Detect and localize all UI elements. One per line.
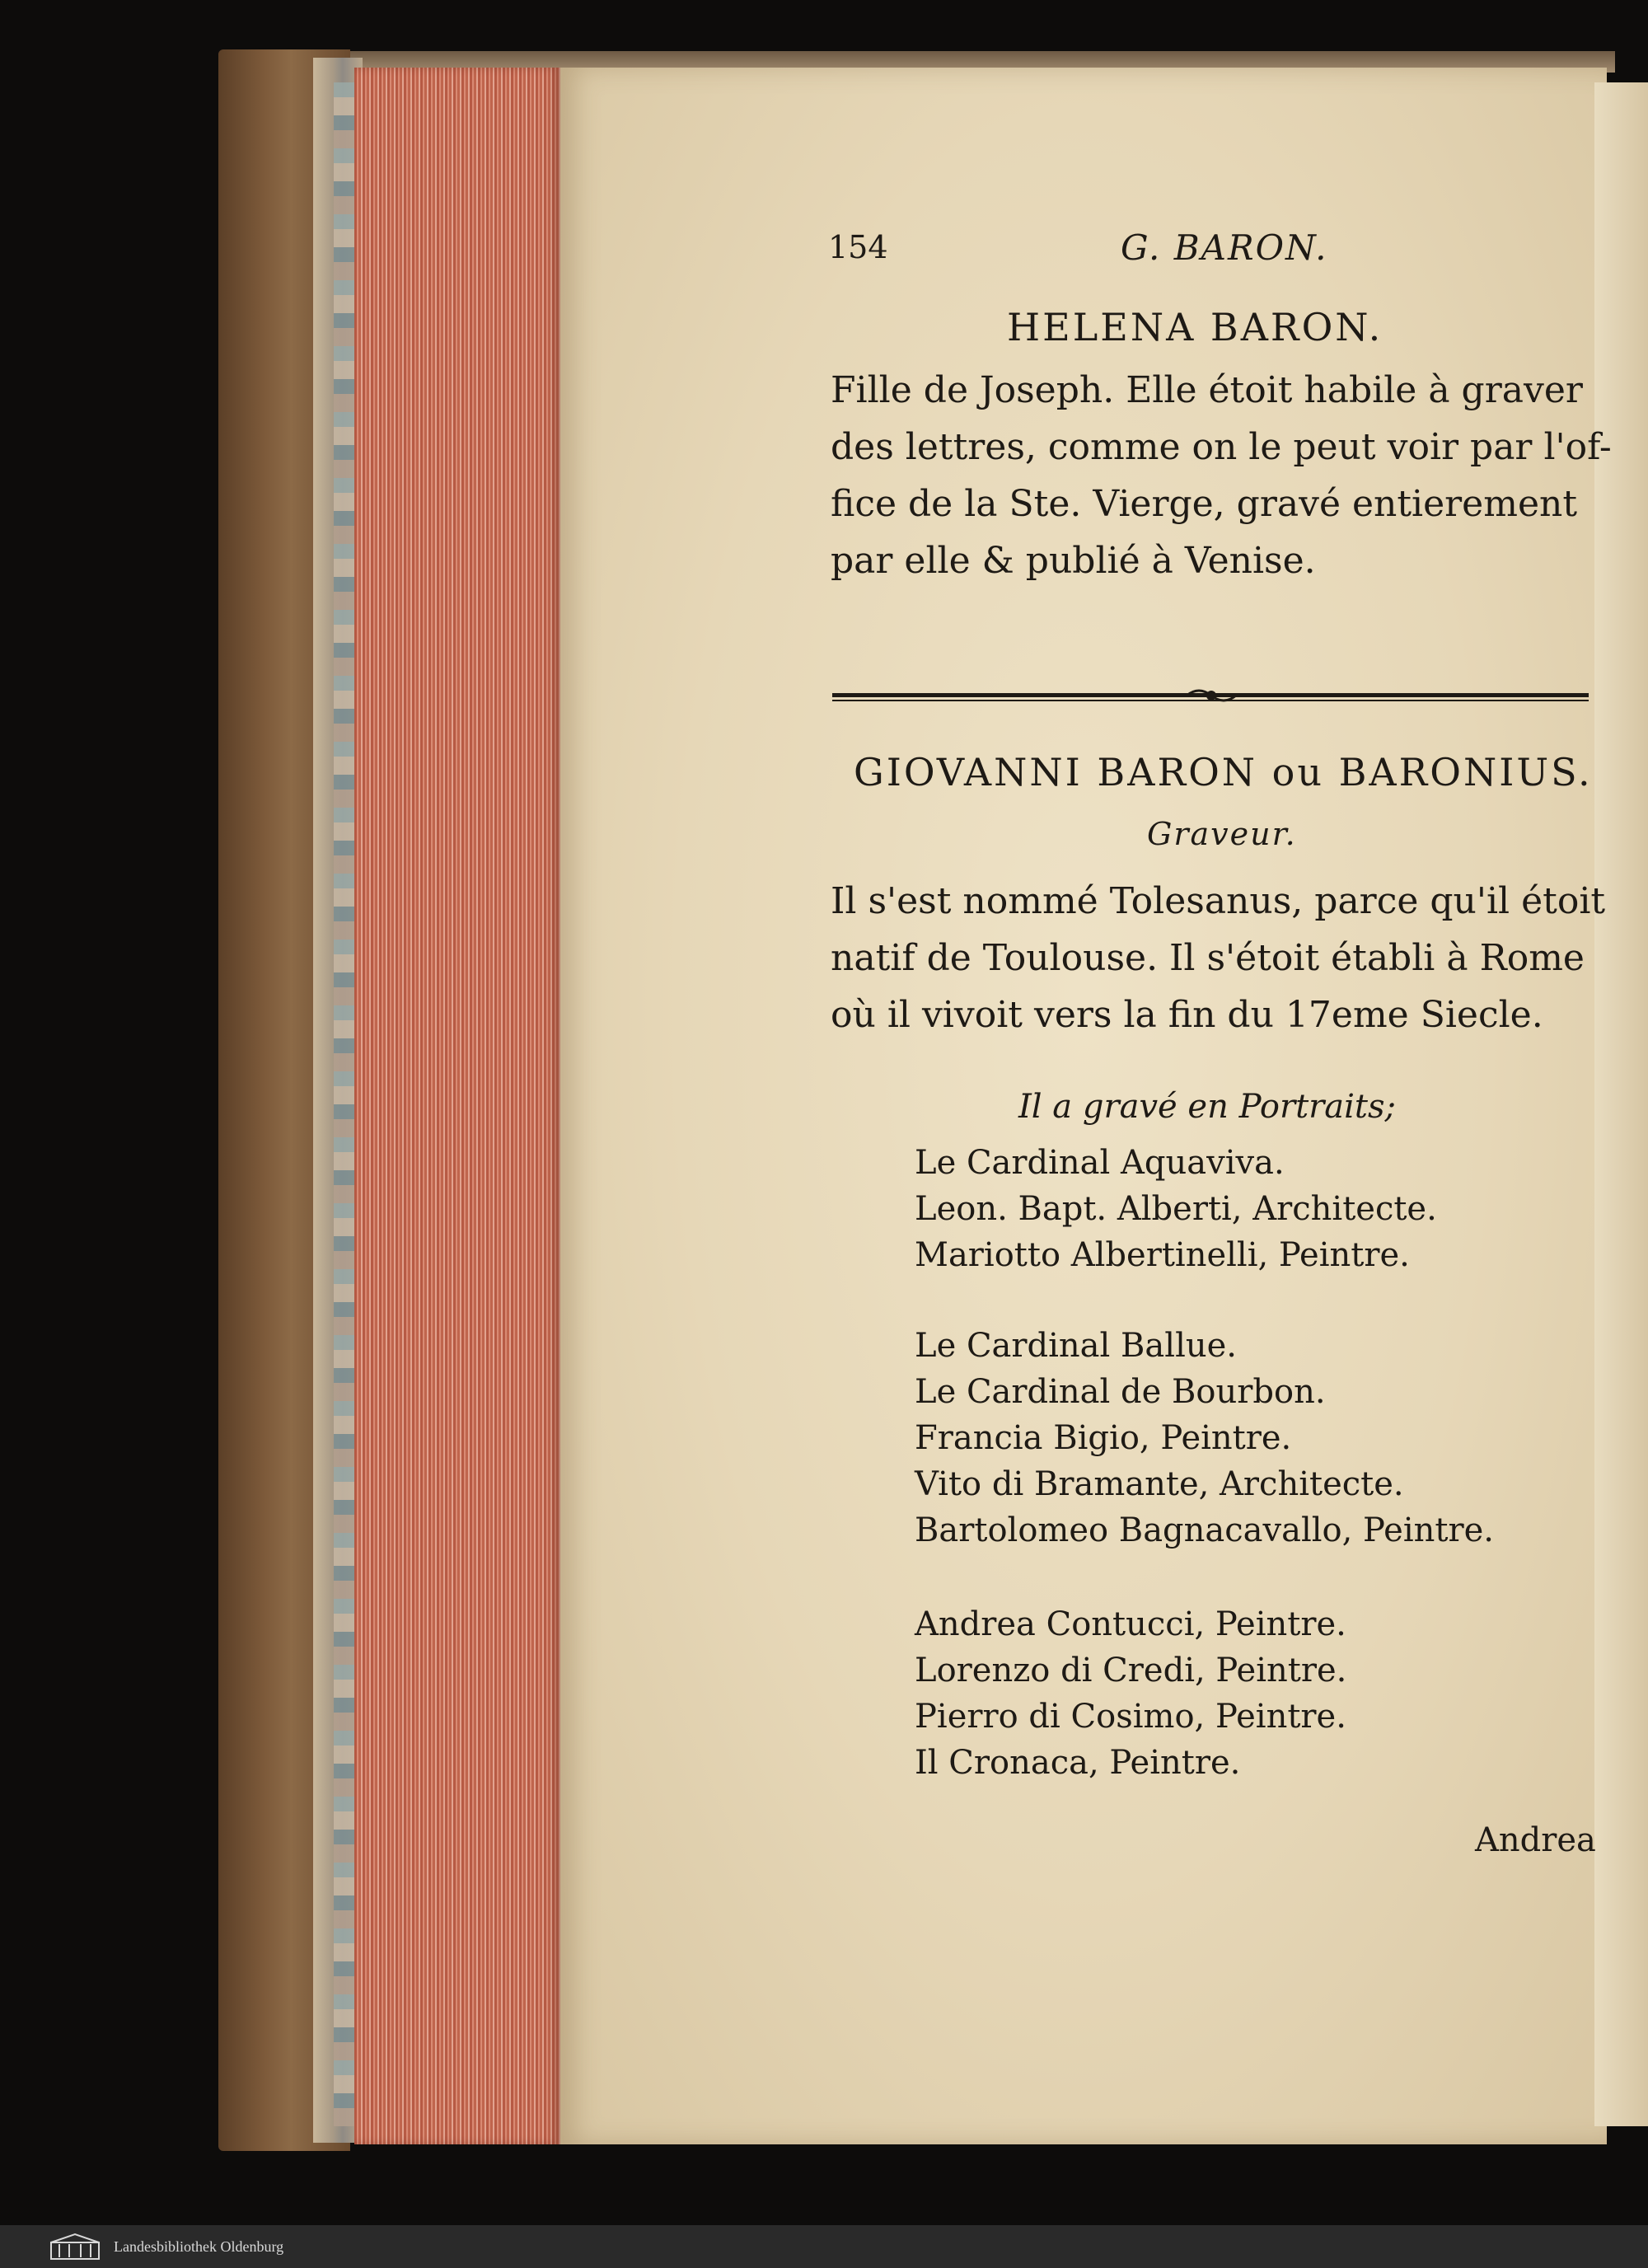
list-entry: Francia Bigio, Peintre.	[915, 1419, 1292, 1457]
list-entry: Le Cardinal de Bourbon.	[915, 1373, 1326, 1411]
red-page-edges	[354, 68, 560, 2144]
footer-bar	[0, 2225, 1648, 2268]
body-line: par elle & publié à Venise.	[831, 540, 1316, 582]
marbled-endpaper	[334, 82, 357, 2126]
section-subheading: Graveur.	[1147, 816, 1297, 852]
running-head: G. BARON.	[1121, 227, 1328, 268]
list-entry: Vito di Bramante, Architecte.	[915, 1465, 1404, 1503]
list-entry: Lorenzo di Credi, Peintre.	[915, 1652, 1347, 1689]
section-heading-helena: HELENA BARON.	[1007, 305, 1383, 349]
ornamental-rule	[832, 686, 1589, 705]
body-line: fice de la Ste. Vierge, gravé entierement	[831, 483, 1577, 525]
list-intro: Il a gravé en Portraits;	[1018, 1088, 1396, 1126]
list-entry: Pierro di Cosimo, Peintre.	[915, 1698, 1346, 1736]
list-entry: Leon. Bapt. Alberti, Architecte.	[915, 1190, 1437, 1228]
body-line: où il vivoit vers la fin du 17eme Siecle.	[831, 994, 1543, 1036]
list-entry: Le Cardinal Ballue.	[915, 1327, 1238, 1365]
list-entry: Il Cronaca, Peintre.	[915, 1744, 1241, 1782]
library-name: Landesbibliothek Oldenburg	[114, 2238, 284, 2255]
list-entry: Mariotto Albertinelli, Peintre.	[915, 1236, 1410, 1274]
section-heading-giovanni: GIOVANNI BARON ou BARONIUS.	[854, 750, 1593, 794]
page-number: 154	[828, 229, 888, 265]
facing-page-edge	[1594, 82, 1648, 2126]
list-entry: Le Cardinal Aquaviva.	[915, 1144, 1285, 1182]
body-line: natif de Toulouse. Il s'étoit établi à Rome	[831, 937, 1585, 979]
body-line: Il s'est nommé Tolesanus, parce qu'il étoit	[831, 880, 1606, 922]
body-line: Fille de Joseph. Elle étoit habile à graver	[831, 369, 1583, 411]
body-line: des lettres, comme on le peut voir par l'of-	[831, 426, 1612, 468]
list-entry: Bartolomeo Bagnacavallo, Peintre.	[915, 1511, 1494, 1549]
catchword: Andrea	[1475, 1821, 1596, 1859]
library-building-icon	[49, 2233, 101, 2261]
list-entry: Andrea Contucci, Peintre.	[915, 1605, 1346, 1643]
